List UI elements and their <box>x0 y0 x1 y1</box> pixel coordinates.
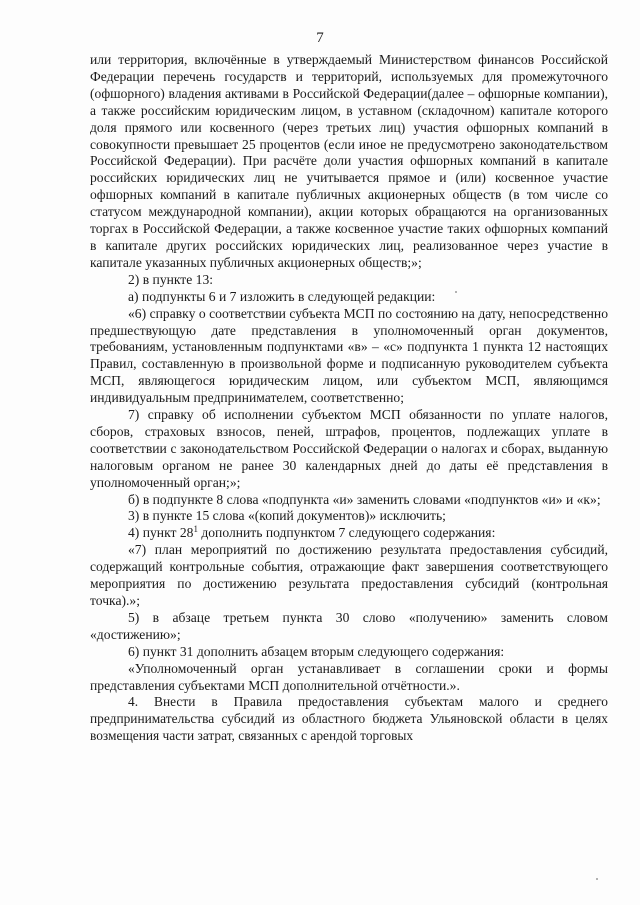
paragraph-item-4-start: 4) пункт 28 <box>128 525 194 541</box>
paragraph-quote-reporting: «Уполномоченный орган устанавливает в соглашении сроки и формы представления субъектами МСП дополнительной отчётности.». <box>90 660 608 693</box>
paragraph-item-4 <box>90 525 608 542</box>
paragraph-quote-7-plan: «7) план мероприятий по достижению результата предоставления субсидий, содержащий контрольные события, отражающие факт завершения соответствующего мероприятия по достижению результата предоставления субсидий (контрольная точка).»; <box>90 542 608 608</box>
paragraph-item-5: 5) в абзаце третьем пункта 30 слово «получению» заменить словом «достижению»; <box>90 609 608 642</box>
scan-speck <box>455 291 457 293</box>
paragraph-item-4-end: дополнить подпунктом 7 следующего содержания: <box>197 525 496 541</box>
paragraph-item-3: 3) в пункте 15 слова «(копий документов)» исключить; <box>128 508 446 524</box>
paragraph-subitem-a: а) подпункты 6 и 7 изложить в следующей редакции: <box>128 288 436 304</box>
superscript-index: 1 <box>193 524 198 535</box>
paragraph-item-6: 6) пункт 31 дополнить абзацем вторым следующего содержания: <box>128 643 505 659</box>
paragraph-section-4: 4. Внести в Правила предоставления субъектам малого и среднего предпринимательства субсидий из областного бюджета Ульяновской области в целях возмещения части затрат, связанных с арендой торговых <box>90 694 608 744</box>
scan-speck <box>596 878 598 880</box>
paragraph-quote-7: 7) справку об исполнении субъектом МСП обязанности по уплате налогов, сборов, страховых взносов, пеней, штрафов, процентов, подлежащих уплате в соответствии с законодательством Российской Федерации о налогах и сборах, выданную налоговым органом не ранее 30 календарных дней до даты её представления в уполномоченный орган;»; <box>90 407 608 490</box>
page-number: 7 <box>316 30 324 46</box>
paragraph-offshore-definition: или территория, включённые в утверждаемый Министерством финансов Российской Федерации перечень государств и территорий, используемых для промежуточного (офшорного) владения активами в Российской Федерации(далее – офшорные компании), а также российским юридическим лицом, в уставном (складочном) капитале которого доля прямого или косвенного (через третьих лиц) участия офшорных компаний в совокупности превышает 25 процентов (если иное не предусмотрено законодательством Российской Федерации). При расчёте доли участия офшорных компаний в капитале российских юридических лиц не учитывается прямое и (или) косвенное участие офшорных компаний в капитале публичных акционерных обществ (в том числе со статусом международной компании), акции которых обращаются на организованных торгах в Российской Федерации, а также косвенное участие таких офшорных компаний в капитале других российских юридических лиц, реализованное через участие в капитале указанных публичных акционерных обществ;»; <box>90 52 608 270</box>
paragraph-item-2: 2) в пункте 13: <box>128 271 214 287</box>
paragraph-quote-6: «6) справку о соответствии субъекта МСП по состоянию на дату, непосредственно предшествующую дате представления в уполномоченный орган документов, требованиям, установленным подпунктами «в» – «с» подпункта 1 пункта 12 настоящих Правил, составленную в произвольной форме и подписанную руководителем субъекта МСП, являющегося юридическим лицом, или субъектом МСП, являющимся индивидуальным предпринимателем, соответственно; <box>90 305 608 406</box>
paragraph-subitem-b: б) в подпункте 8 слова «подпункта «и» заменить словами «подпунктов «и» и «к»; <box>128 491 601 507</box>
document-body <box>90 52 608 745</box>
